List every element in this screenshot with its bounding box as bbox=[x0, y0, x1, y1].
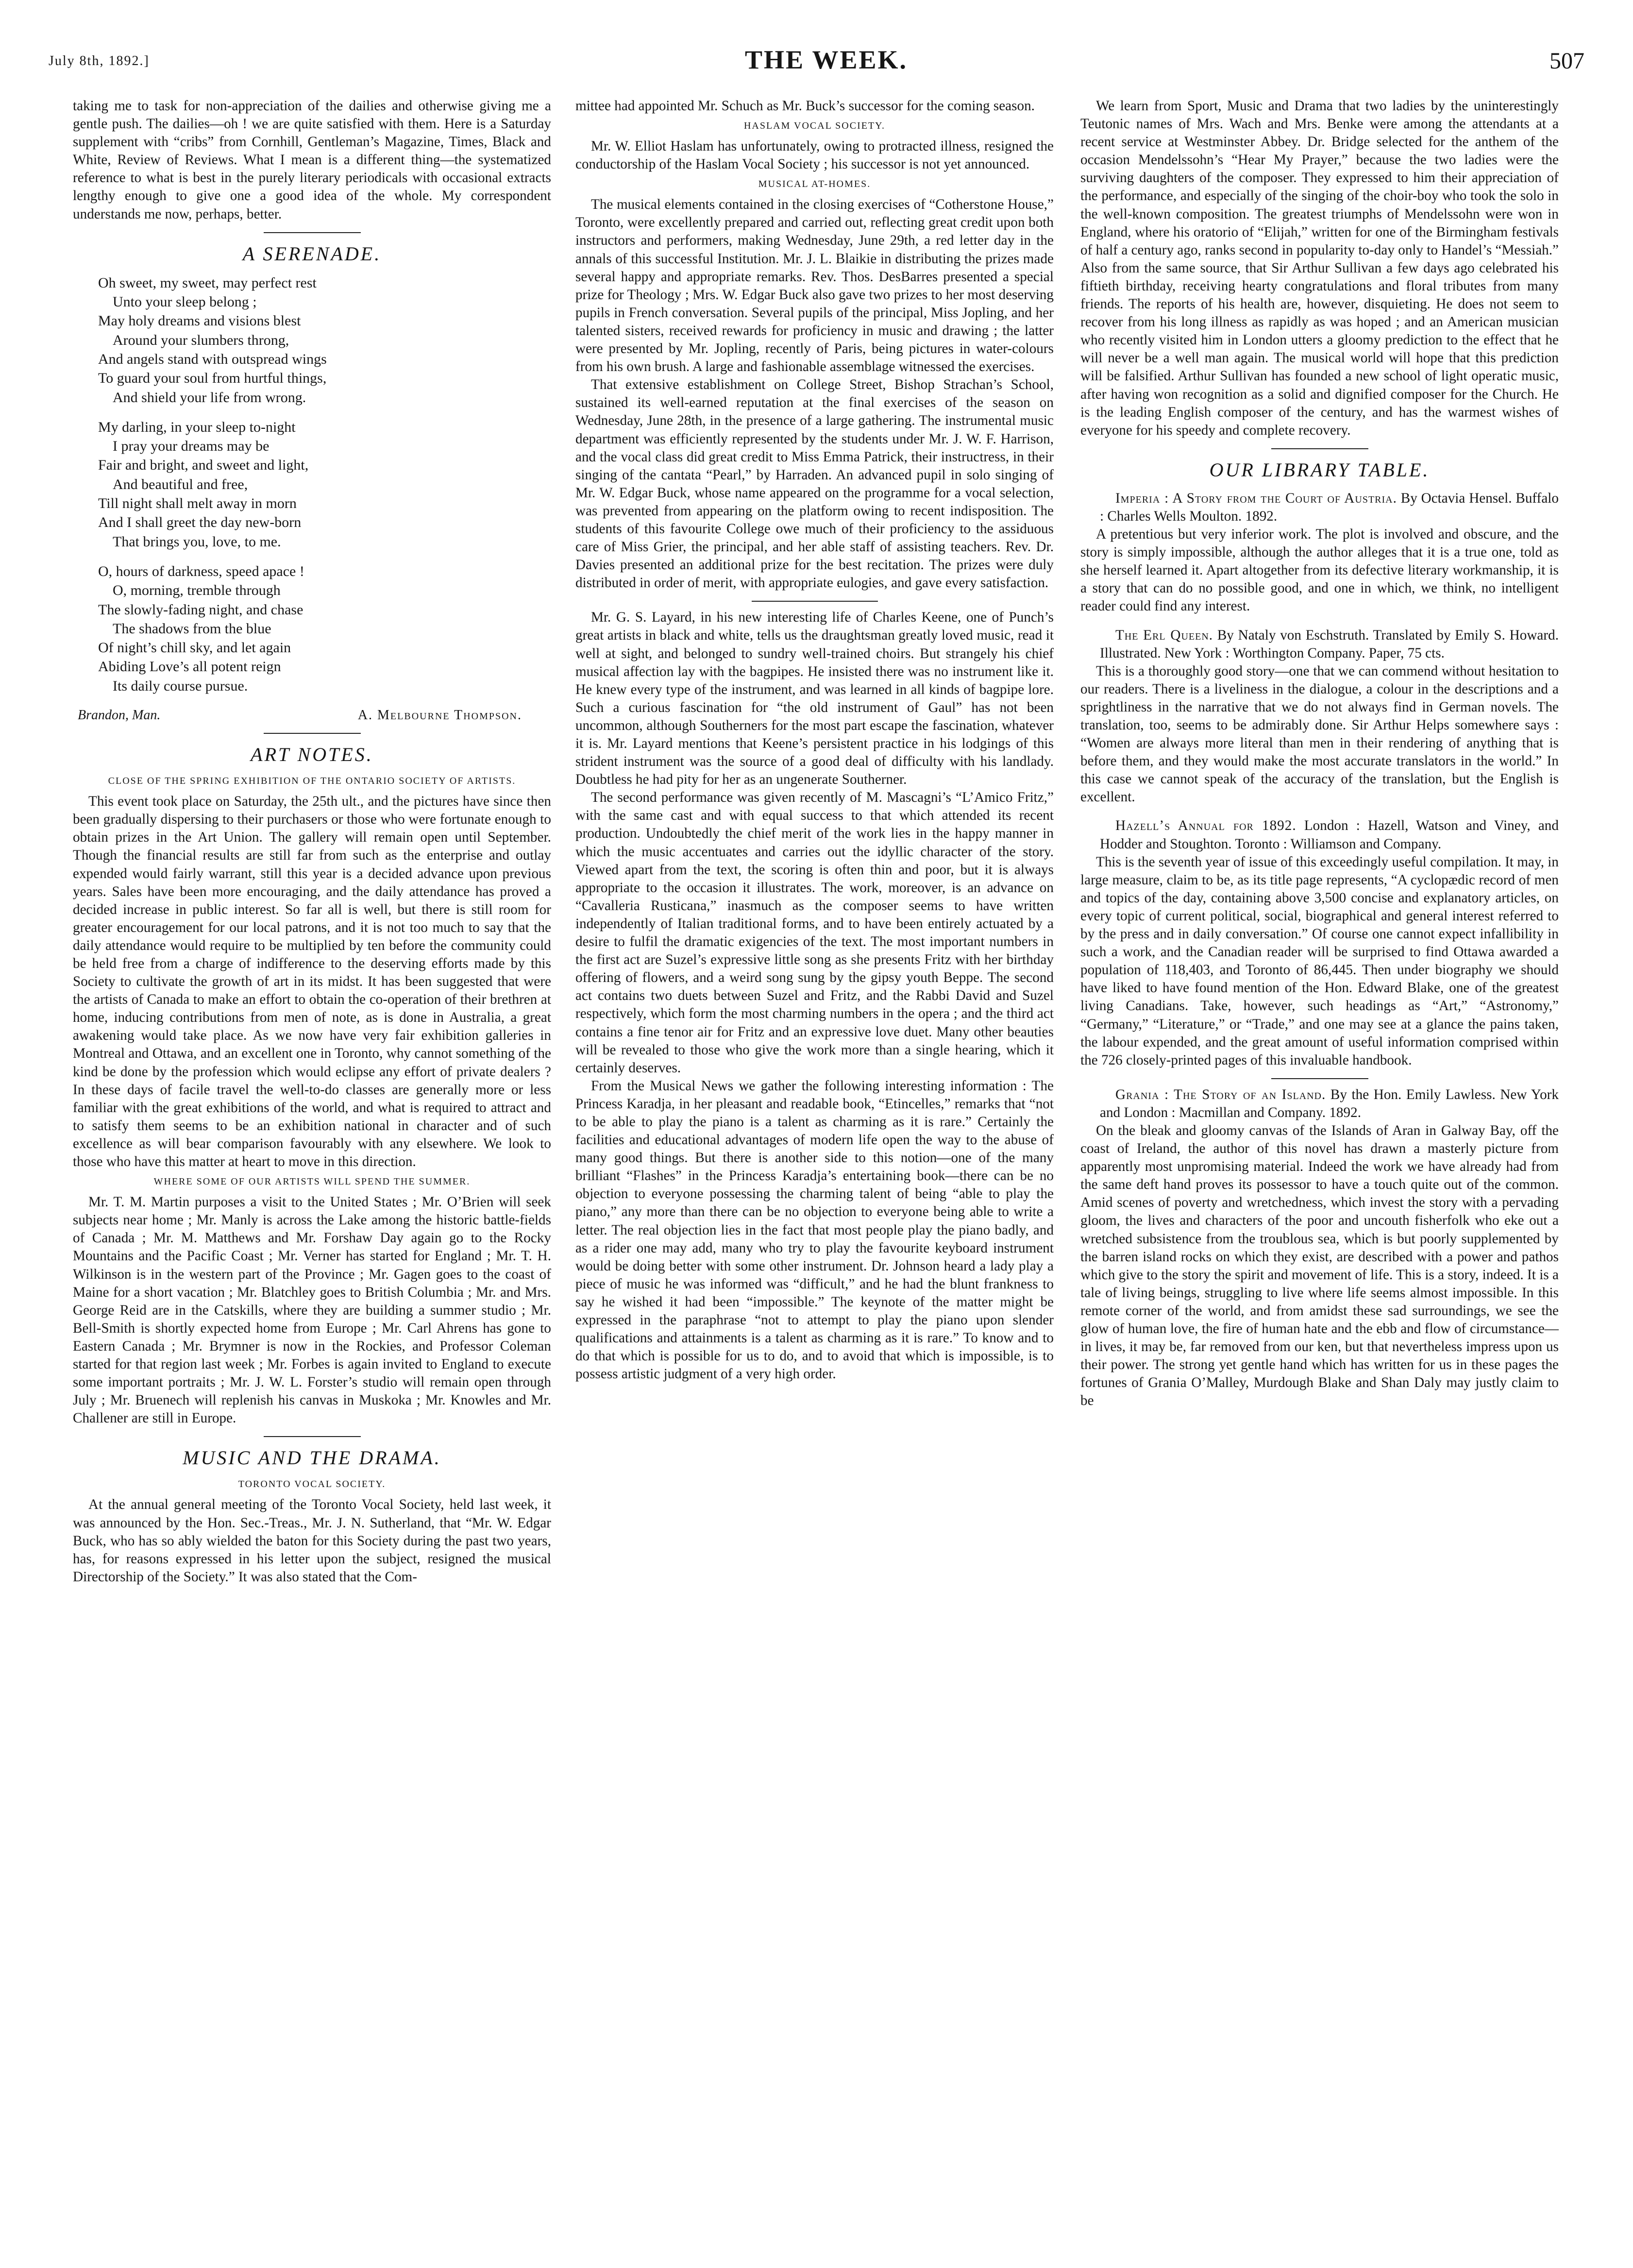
poem-line: To guard your soul from hurtful things, bbox=[98, 370, 327, 387]
section-divider bbox=[264, 1436, 361, 1437]
musical-news-paragraph: From the Musical News we gather the following interesting information : The Princess Karadja, in her pleasant and readable book, “Etincelles,” remarks that “not to be able to play the piano is a talent as charming as it is rare.” Certainly the facilities and educational advantages of modern life open the way to the abuse of many good things. But there is another side to this notion—one of the many brilliant “Flashes” in the Princess Karadja’s entertaining book—there can be no objection to everyone possessing the charming talent of being “able to play the piano,” any more than there can be no objection to everyone being able to write a letter. The real objection lies in the fact that most people play the piano badly, and as a rider one may add, many who try to play the favourite keyboard instrument would be doing better with some other instrument. Dr. Johnson heard a lady play a piece of music he was informed was “difficult,” and he had the blunt frankness to say he wished it had been “impossible.” The keynote of the matter might be expressed in the paraphrase “not to attempt to play the piano upon slender qualifications and attainments is a talent as charming as it is rare.” To know and to do that which is possible for us to do, and to avoid that which is impossible, is to possess artistic judgment of a very high order. bbox=[575, 1078, 1054, 1382]
toronto-vocal-subheading: TORONTO VOCAL SOCIETY. bbox=[238, 1479, 386, 1490]
book-heading-erl-queen bbox=[1080, 626, 1559, 662]
poem-line: O, hours of darkness, speed apace ! bbox=[98, 563, 304, 579]
book-title: Hazell’s Annual for 1892. bbox=[1115, 818, 1296, 834]
column-1 bbox=[73, 97, 551, 1586]
page-header bbox=[49, 45, 1604, 77]
book-title: Imperia : A Story from the Court of Austria. bbox=[1115, 490, 1397, 506]
art-notes-paragraph-2: Mr. T. M. Martin purposes a visit to the United States ; Mr. O’Brien will seek subjects near home ; Mr. Manly is across the Lake among the historic battle-fields of Canada ; Mr. M. Matthews and Mr. Forshaw Day again go to the Rocky Mountains and the Pacific Coast ; Mr. Verner has started for England ; Mr. T. H. Wilkinson is in the western part of the Province ; Mr. Gagen goes to the coast of Maine for a short vacation ; Mr. Blatchley goes to British Columbia ; Mr. and Mrs. George Reid are in the Catskills, where they are building a summer studio ; Mr. Bell-Smith is shortly expected home from Europe ; Mr. Carl Ahrens has gone to Eastern Canada ; Mr. Brymner is now in the Rockies, and Professor Coleman started for that region last week ; Mr. Forbes is again invited to England to execute some important portraits ; Mr. J. W. L. Forster’s studio will remain open through July ; Mr. Bruenech will replenish his canvas in Muskoka ; Mr. Knowles and Mr. Challener are still in Europe. bbox=[73, 1194, 551, 1426]
poem-line: Unto your sleep belong ; bbox=[113, 294, 257, 310]
cotherstone-paragraph: The musical elements contained in the closing exercises of “Cotherstone House,” Toronto, were excellently prepared and carried out, reflecting great credit upon both instructors and performers, making Wednesday, June 29th, a red letter day in the annals of this successful Institution. Mr. J. L. Blaikie in distributing the prizes made several happy and appropriate remarks. Rev. Thos. DesBarres presented a special prize for Theology ; Mrs. W. Edgar Buck also gave two prizes to her most deserving pupils in French conversation. Several pupils of the principal, Miss Jopling, and her talented sisters, received rewards for proficiency in music and drawing ; the latter were presented by Mr. Jopling, recently of Paris, being pictures in water-colours from his own brush. A large and fashionable assemblage witnessed the exercises. bbox=[575, 197, 1054, 375]
book-heading-imperia bbox=[1080, 490, 1559, 525]
art-notes-paragraph: This event took place on Saturday, the 25th ult., and the pictures have since then been gradually dispersing to their purchasers or those who were fortunate enough to obtain prizes in the Art Union. The gallery will remain open until September. Though the financial results are still far from such as the enterprise and outlay expended would fairly warrant, still this year is a decided advance upon previous years. Sales have been more encouraging, and the daily attendance has proved a decided increase in public interest. So far all is well, but there is still room for greater encouragement for our local patrons, and it is not too much to say that the daily attendance would require to be multiplied by ten before the community could be held free from a charge of indifference to the deserving efforts made by this Society to cultivate the growth of art in its midst. It has been suggested that were the artists of Canada to make an effort to obtain the co-operation of their brethren at home, inducing contributions from men of note, as is done in Australia, a great awakening would take place. As we now have very fair exhibition galleries in Montreal and Ottawa, and an excellent one in Toronto, why cannot something of the kind be done by the profession which would eclipse any effort of private dealers ? In these days of facile travel the well-to-do classes are generally more or less familiar with the great exhibitions of the world, and what is required to attract and to satisfy them seems to be an exhibition national in character and of such excellence as will bear comparison favourably with any elsewhere. We look to those who have this matter at heart to move in this direction. bbox=[73, 794, 551, 1170]
continued-paragraph: mittee had appointed Mr. Schuch as Mr. Buck’s successor for the coming season. bbox=[575, 98, 1035, 114]
poem-author: A. Melbourne Thompson. bbox=[357, 707, 522, 723]
serenade-title: A SERENADE. bbox=[242, 242, 382, 265]
issue-date: July 8th, 1892.] bbox=[49, 53, 150, 68]
poem-line: Oh sweet, my sweet, may perfect rest bbox=[98, 274, 317, 291]
poem-line: Till night shall melt away in morn bbox=[98, 495, 297, 512]
poem-line: That brings you, love, to me. bbox=[113, 533, 281, 550]
poem-line: I pray your dreams may be bbox=[113, 438, 269, 455]
poem-line: And angels stand with outspread wings bbox=[98, 351, 327, 367]
poem-stanza-3 bbox=[98, 562, 551, 695]
poem-stanza-2 bbox=[98, 418, 551, 551]
book-details: London : Hazell, Watson and Viney, and Hodder and Stoughton. Toronto : Williamson and Company. bbox=[1100, 818, 1559, 852]
art-notes-subheading-2: WHERE SOME OF OUR ARTISTS WILL SPEND THE SUMMER. bbox=[153, 1176, 471, 1187]
book-review-grania: On the bleak and gloomy canvas of the Islands of Aran in Galway Bay, off the coast of Ireland, the author of this novel has drawn a masterly picture from apparently most unpromising material. Indeed the work we have already had from the same deft hand proves its possessor to have a touch quite out of the common. Amid scenes of poverty and wretchedness, which invest the story with a pervading gloom, the lives and characters of the poor and uncouth fisherfolk who eke out a wretched subsistence from the troublous sea, which is but poorly supplemented by the barren island rocks on which they exist, are described with a power and pathos which give to the story the spirit and movement of life. This is a story, indeed. It is a tale of living beings, struggling to live where life seems almost impossible. In this remote corner of the world, and from amidst these sad surroundings, we see the glow of human love, the fire of human hate and the ebb and flow of circumstance—in lives, it may be, far removed from our ken, but that nevertheless impress upon us their power. The strong yet gentle hand which has written for us in these pages the fortunes of Grania O’Malley, Murdough Blake and Shan Daly may justly claim to be bbox=[1080, 1122, 1559, 1409]
poem-place: Brandon, Man. bbox=[78, 707, 161, 723]
at-homes-subheading: MUSICAL AT-HOMES. bbox=[758, 179, 871, 190]
poem-line: Of night’s chill sky, and let again bbox=[98, 640, 291, 656]
mascagni-paragraph: The second performance was given recently of M. Mascagni’s “L’Amico Fritz,” with the same cast and with equal success to that which attended its recent production. Undoubtedly the chief merit of the work lies in the happy manner in which the music accentuates and carries out the idyllic character of the story. Viewed apart from the text, the scoring is often thin and poor, but it is always appropriate to the occasion it illustrates. The work, moreover, is an advance on “Cavalleria Rusticana,” inasmuch as the composer seems to have written independently of Italian traditional forms, and to have been entirely actuated by a desire to fulfil the dramatic exigencies of the text. The most important numbers in the first act are Suzel’s expressive little song as she presents Fritz with her birthday offering of flowers, and a weird song sung by the gipsy youth Beppe. The second act contains two duets between Suzel and Fritz, and the Rabbi David and Suzel respectively, which form the most charming numbers in the opera ; and the third act contains a fine tenor air for Fritz and an expressive love duet. Many other beauties will be revealed to those who give the work more than a single hearing, which it certainly deserves. bbox=[575, 790, 1054, 1076]
book-details: By Nataly von Eschstruth. Translated by Emily S. Howard. Illustrated. New York : Worthington Company. Paper, 75 cts. bbox=[1100, 627, 1559, 661]
column-3 bbox=[1080, 97, 1559, 1410]
strachan-paragraph: That extensive establishment on College Street, Bishop Strachan’s School, sustained its well-earned reputation at the final exercises of the season on Wednesday, June 28th, in the presence of a large gathering. The instrumental music department was efficiently represented by the students under Mr. J. W. F. Harrison, and the vocal class did great credit to Miss Emma Patrick, their instructress, in their singing of the cantata “Pearl,” by Harraden. An advanced pupil in solo singing of Mr. W. Edgar Buck, whose name appeared on the programme for a vocal selection, was prevented from appearing on the platform owing to recent indisposition. The students of this favourite College owe much of their proficiency to the assiduous care of Miss Grier, the principal, and her able staff of assisting teachers. Rev. Dr. Davies presented an additional prize for the best recitation. The prizes were duly distributed in order of merit, with appropriate eulogies, and gave every satisfaction. bbox=[575, 377, 1054, 591]
mendelssohn-paragraph: We learn from Sport, Music and Drama that two ladies by the uninterestingly Teutonic names of Mrs. Wach and Mrs. Benke were among the attendants at a recent service at Westminster Abbey. Dr. Bridge selected for the anthem of the occasion Mendelssohn’s “Hear My Prayer,” because the two ladies were the surviving daughters of the composer. They expressed to him their appreciation of the performance, and especially of the singing of the choir-boy who took the solo in the well-known composition. The greatest triumphs of Mendelssohn were won in England, where his oratorio of “Elijah,” written for one of the Birmingham festivals of half a century ago, ranks second in popularity to-day only to Handel’s “Messiah.” Also from the same source, that Sir Arthur Sullivan a few days ago celebrated his fiftieth birthday, receiving hearty congratulations and floral tributes from many friends. The reports of his health are, however, disquieting. He does not seem to recover from his long illness as rapidly as was hoped ; and an American musician who recently visited him in London utters a gloomy prediction to the effect that he will never be a well man again. The musical world will hope that this prediction will be falsified. Arthur Sullivan has founded a new school of light operatic music, after having won recognition as a solid and dignified composer for the Church. He is the leading English composer of the century, and has the warmest wishes of everyone for his speedy and complete recovery. bbox=[1080, 98, 1559, 438]
section-divider bbox=[1271, 448, 1368, 449]
poem-line: And shield your life from wrong. bbox=[113, 389, 306, 406]
section-divider bbox=[1271, 1078, 1368, 1079]
poem-line: My darling, in your sleep to-night bbox=[98, 419, 296, 435]
music-drama-title: MUSIC AND THE DRAMA. bbox=[183, 1447, 441, 1469]
intro-paragraph: taking me to task for non-appreciation of the dailies and otherwise giving me a gentle push. The dailies—oh ! we are quite satisfied with them. Here is a Saturday supplement with “cribs” from Cornhill, Gentleman’s Magazine, Times, Black and White, Review of Reviews. What I mean is a different thing—the systematized reference to what is best in the purely literary periodicals with occasional extracts lengthy enough to give one a good idea of the whole. My correspondent understands me now, perhaps, better. bbox=[73, 98, 551, 222]
haslam-paragraph: Mr. W. Elliot Haslam has unfortunately, owing to protracted illness, resigned the conductorship of the Haslam Vocal Society ; his successor is not yet announced. bbox=[575, 138, 1054, 172]
poem-line: The slowly-fading night, and chase bbox=[98, 601, 303, 618]
haslam-subheading: HASLAM VOCAL SOCIETY. bbox=[743, 120, 886, 132]
section-divider bbox=[752, 601, 878, 602]
page-number: 507 bbox=[1549, 48, 1584, 74]
poem-line: And I shall greet the day new-born bbox=[98, 514, 302, 531]
book-details: By Octavia Hensel. Buffalo : Charles Wells Moulton. 1892. bbox=[1100, 490, 1559, 524]
art-notes-subheading: CLOSE OF THE SPRING EXHIBITION OF THE ONTARIO SOCIETY OF ARTISTS. bbox=[108, 776, 516, 787]
layard-paragraph: Mr. G. S. Layard, in his new interesting life of Charles Keene, one of Punch’s great artists in black and white, tells us the draughtsman greatly loved music, read it well at sight, and belonged to sundry well-trained choirs. But strangely his chief musical affection lay with the bagpipes. He insisted there was no instrument like it. He knew every type of the instrument, and was learned in all kinds of bagpipe lore. Such a curious fascination for “the old instrument of Gaul” has not been uncommon, although Southerners for the most part escape the fascination, whatever it is. Mr. Layard mentions that Keene’s persistent practice in his lodgings of this strident instrument was the source of a good deal of difficulty with his landlady. Doubtless he had pity for her as an ungenerate Southerner. bbox=[575, 609, 1054, 788]
book-review-hazell: This is the seventh year of issue of this exceedingly useful compilation. It may, in large measure, claim to be, as its title page represents, “A cyclopædic record of men and topics of the day, containing above 3,500 concise and explanatory articles, on every topic of current political, social, biographical and general interest referred to by the press and in daily conversation.” Of course one cannot expect infallibility in such a work, and the Canadian reader will be surprised to find Ottawa awarded a population of 118,403, and Toronto of 86,445. Then under biography we should have liked to have found mention of the Hon. Edward Blake, one of the greatest living Canadians. Take, however, such headings as “Art,” “Astronomy,” “Germany,” “Literature,” or “Trade,” and one may see at a glance the pains taken, the labour expended, and the great amount of useful information comprised within the 726 closely-printed pages of this invaluable handbook. bbox=[1080, 854, 1559, 1068]
poem-line: And beautiful and free, bbox=[113, 476, 248, 492]
book-details: By the Hon. Emily Lawless. New York and London : Macmillan and Company. 1892. bbox=[1100, 1086, 1559, 1120]
section-divider bbox=[264, 733, 361, 734]
poem-line: Abiding Love’s all potent reign bbox=[98, 659, 281, 675]
poem-line: May holy dreams and visions blest bbox=[98, 313, 301, 329]
poem-signature bbox=[78, 706, 522, 724]
book-review-imperia: A pretentious but very inferior work. The plot is involved and obscure, and the story is simply impossible, although the author alleges that it is a true one, told as she herself learned it. Apart altogether from its defective literary workmanship, it is a story that can do no possible good, and one in which, we think, no intelligent reader could find any interest. bbox=[1080, 526, 1559, 614]
book-title: The Erl Queen. bbox=[1115, 627, 1213, 643]
column-2 bbox=[575, 97, 1054, 1383]
art-notes-title: ART NOTES. bbox=[251, 744, 373, 766]
serenade-poem bbox=[98, 273, 551, 695]
section-divider bbox=[264, 232, 361, 233]
music-paragraph: At the annual general meeting of the Toronto Vocal Society, held last week, it was announced by the Hon. Sec.-Treas., Mr. J. N. Sutherland, that “Mr. W. Edgar Buck, who has so ably wielded the baton for this Society during the past two years, has, for reasons expressed in his letter upon the subject, resigned the musical Directorship of the Society.” It was also stated that the Com- bbox=[73, 1497, 551, 1585]
poem-line: O, morning, tremble through bbox=[113, 582, 281, 599]
book-review-erl-queen: This is a thoroughly good story—one that we can commend without hesitation to our readers. There is a liveliness in the dialogue, a colour in the descriptions and a sprightliness in the narrative that we do not always find in German novels. The translation, too, seems to be admirably done. Sir Arthur Helps somewhere says : “Women are always more literal than men in their rendering of anything that is before them, and they would make the most accurate translators in the world.” In this case we cannot speak of the accuracy of the translation, but the English is excellent. bbox=[1080, 663, 1559, 805]
poem-line: Fair and bright, and sweet and light, bbox=[98, 457, 309, 474]
library-table-title: OUR LIBRARY TABLE. bbox=[1209, 458, 1430, 481]
masthead-title: THE WEEK. bbox=[744, 45, 908, 74]
poem-line: Its daily course pursue. bbox=[113, 677, 248, 694]
book-heading-hazell bbox=[1080, 817, 1559, 853]
book-heading-grania bbox=[1080, 1086, 1559, 1122]
poem-line: Around your slumbers throng, bbox=[113, 332, 289, 348]
poem-stanza-1 bbox=[98, 273, 551, 407]
poem-line: The shadows from the blue bbox=[113, 620, 271, 637]
book-title: Grania : The Story of an Island. bbox=[1115, 1086, 1326, 1102]
